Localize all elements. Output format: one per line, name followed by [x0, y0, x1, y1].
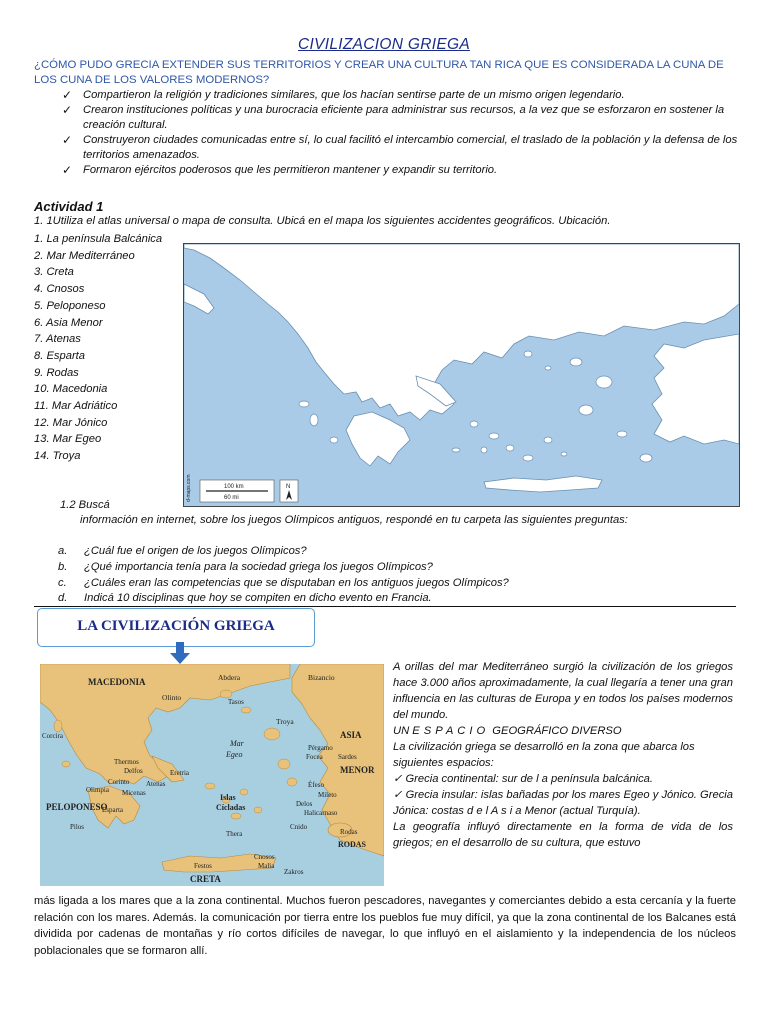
- reason-item: ✓ Construyeron ciudades comunicadas entre sí, lo cual facilitó el intercambio comercial, el traslado de la población y la defensa de los territorios amenazados.: [62, 133, 738, 161]
- map-label-corcira: Corcira: [42, 732, 63, 740]
- place-item: 13. Mar Egeo: [34, 433, 102, 446]
- section-divider: [34, 606, 736, 607]
- map-label-islas: Islas: [220, 793, 236, 802]
- map-credit: d-maps.com: [186, 474, 192, 502]
- check-icon: ✓: [62, 103, 73, 117]
- map-label-sardes: Sardes: [338, 753, 357, 761]
- place-item: 14. Troya: [34, 450, 81, 463]
- map-label-macedonia: MACEDONIA: [88, 677, 146, 687]
- check-icon: ✓: [393, 789, 403, 801]
- check-icon: ✓: [393, 773, 403, 785]
- map-label-thermos: Thermos: [114, 758, 139, 766]
- check-icon: ✓: [62, 88, 73, 102]
- map-label-pilos: Pilos: [70, 823, 85, 831]
- map-label-cicladas: Cícladas: [216, 803, 246, 812]
- place-item: 9. Rodas: [34, 366, 79, 379]
- map-label-mileto: Mileto: [318, 791, 337, 799]
- map-label-focea: Focea: [306, 753, 323, 761]
- check-icon: ✓: [62, 133, 73, 147]
- map-label-cnosos: Cnosos: [254, 853, 275, 861]
- section-title: LA CIVILIZACIÓN GRIEGA: [77, 618, 275, 634]
- map-label-tasos: Tasos: [228, 698, 244, 706]
- map-label-zakros: Zakros: [284, 868, 304, 876]
- page-title: CIVILIZACION GRIEGA: [298, 36, 470, 53]
- arrow-down-icon: [169, 642, 191, 664]
- section-heading: UN ESPACIO GEOGRÁFICO DIVERSO: [393, 725, 622, 737]
- map-label-esparta: Esparta: [102, 806, 123, 814]
- place-item: 6. Asia Menor: [34, 316, 103, 329]
- map-label-bizancio: Bizancio: [308, 673, 335, 682]
- map-label-halicarnaso: Halicarnaso: [304, 809, 338, 817]
- north-label: N: [286, 484, 291, 490]
- map-label-malia: Malia: [258, 862, 275, 870]
- place-item: 1. La península Balcánica: [34, 233, 163, 245]
- section-text: información en internet, sobre los juegos Olímpicos antiguos, respondé en tu carpeta las siguientes preguntas:: [80, 514, 628, 526]
- map-label-efeso: Éfeso: [308, 781, 324, 789]
- map-label-thera: Thera: [226, 830, 243, 838]
- map-label-delfos: Delfos: [124, 767, 143, 775]
- map-label-corinto: Corinto: [108, 778, 130, 786]
- spaces-intro: La civilización griega se desarrolló en la zona que abarca los siguientes espacios:: [393, 741, 695, 769]
- map-label-egeo: Egeo: [226, 750, 243, 759]
- bottom-paragraph: más ligada a los mares que a la zona continental. Muchos fueron pescadores, navegantes y comerciantes debido a esta cercanía y la fuerte relación con los mares. Además. la comunicación por tierra entre los pueblos fue muy difícil, ya que la zona continental de los Balcanes está dividida por cadenas de montañas y río cortos difíciles de navegar, lo que influyó en el aislamiento y la independencia de los núcleos poblacionales que se formaron allí.: [34, 895, 736, 957]
- reason-item: ✓ Compartieron la religión y tradiciones similares, que los hacían sentirse parte de un mismo origen legendario.: [62, 88, 625, 102]
- map-ancient-greece: [40, 664, 384, 886]
- place-item: 12. Mar Jónico: [34, 416, 108, 429]
- section-number: 1.2 Buscá: [60, 499, 110, 511]
- map-label-festos: Festos: [194, 862, 212, 870]
- map-label-olinto: Olinto: [162, 693, 182, 702]
- map-label-peloponeso: PELOPONESO: [46, 802, 108, 812]
- space-item: ✓ Grecia insular: islas bañadas por los mares Egeo y Jónico. Grecia Jónica: costas d e l A s i a Menor (actual Turquía).: [393, 789, 734, 817]
- place-item: 10. Macedonia: [34, 383, 108, 396]
- places-list: [34, 231, 169, 465]
- reason-item: ✓ Formaron ejércitos poderosos que les permitieron mantener y expandir su territorio.: [62, 163, 498, 177]
- place-item: 5. Peloponeso: [34, 299, 106, 312]
- guiding-question: ¿CÓMO PUDO GRECIA EXTENDER SUS TERRITORIOS Y CREAR UNA CULTURA TAN RICA QUE ES CONSIDERADA LA CUNA DE LOS CUNA DE LOS VALORES MODERNOS?: [34, 59, 724, 86]
- check-icon: ✓: [62, 163, 73, 177]
- activity-instruction: 1. 1Utiliza el atlas universal o mapa de consulta. Ubicá en el mapa los siguientes accidentes geográficos. Ubicación.: [34, 215, 611, 227]
- map-label-olimpia: Olimpia: [86, 786, 109, 794]
- place-item: 11. Mar Adriático: [34, 400, 118, 413]
- map-label-mar: Mar: [230, 739, 244, 748]
- map-scale: [200, 480, 298, 502]
- place-item: 8. Esparta: [34, 349, 85, 362]
- map-label-creta: CRETA: [190, 874, 221, 884]
- asia-minor: [652, 334, 739, 444]
- space-item: ✓ Grecia continental: sur de l a península balcánica.: [393, 773, 654, 785]
- map-label-troya: Troya: [276, 717, 294, 726]
- scale-mi: 60 mi: [224, 495, 239, 501]
- map-label-abdera: Abdera: [218, 673, 241, 682]
- reasons-list: [62, 88, 742, 178]
- map-label-menor: MENOR: [340, 765, 375, 775]
- map-label-cnido: Cnido: [290, 823, 308, 831]
- geography-paragraph: La geografía influyó directamente en la forma de vida de los griegos; en el desarrollo de su cultura, que estuvo: [393, 821, 733, 849]
- scale-km: 100 km: [224, 484, 244, 490]
- map-label-micenas: Micenas: [122, 789, 146, 797]
- place-item: 7. Atenas: [34, 333, 81, 346]
- map-label-atenas: Atenas: [146, 780, 166, 788]
- intro-paragraph: A orillas del mar Mediterráneo surgió la civilización de los griegos hace 3.000 años aproximadamente, la cual llegaría a tener una gran influencia en las culturas de Europa y en todos los países modernos del mundo.: [393, 661, 733, 721]
- map-label-eretria: Eretria: [170, 769, 190, 777]
- place-item: 3. Creta: [34, 266, 74, 279]
- map-label-pergamo: Pérgamo: [308, 744, 333, 752]
- map-label-delos: Delos: [296, 800, 313, 808]
- map-label-rodas-town: Rodas: [340, 828, 358, 836]
- activity-title: Actividad 1: [34, 199, 104, 214]
- place-item: 2. Mar Mediterráneo: [34, 249, 135, 262]
- reason-item: ✓ Crearon instituciones políticas y una burocracia eficiente para administrar sus recursos, a la vez que se esforzaron en sostener la creación cultural.: [62, 103, 725, 131]
- intro-text: [393, 659, 733, 851]
- map-label-asia: ASIA: [340, 730, 362, 740]
- blank-map-greece: [183, 243, 740, 507]
- place-item: 4. Cnosos: [34, 283, 85, 296]
- map-label-rodas: RODAS: [338, 840, 367, 849]
